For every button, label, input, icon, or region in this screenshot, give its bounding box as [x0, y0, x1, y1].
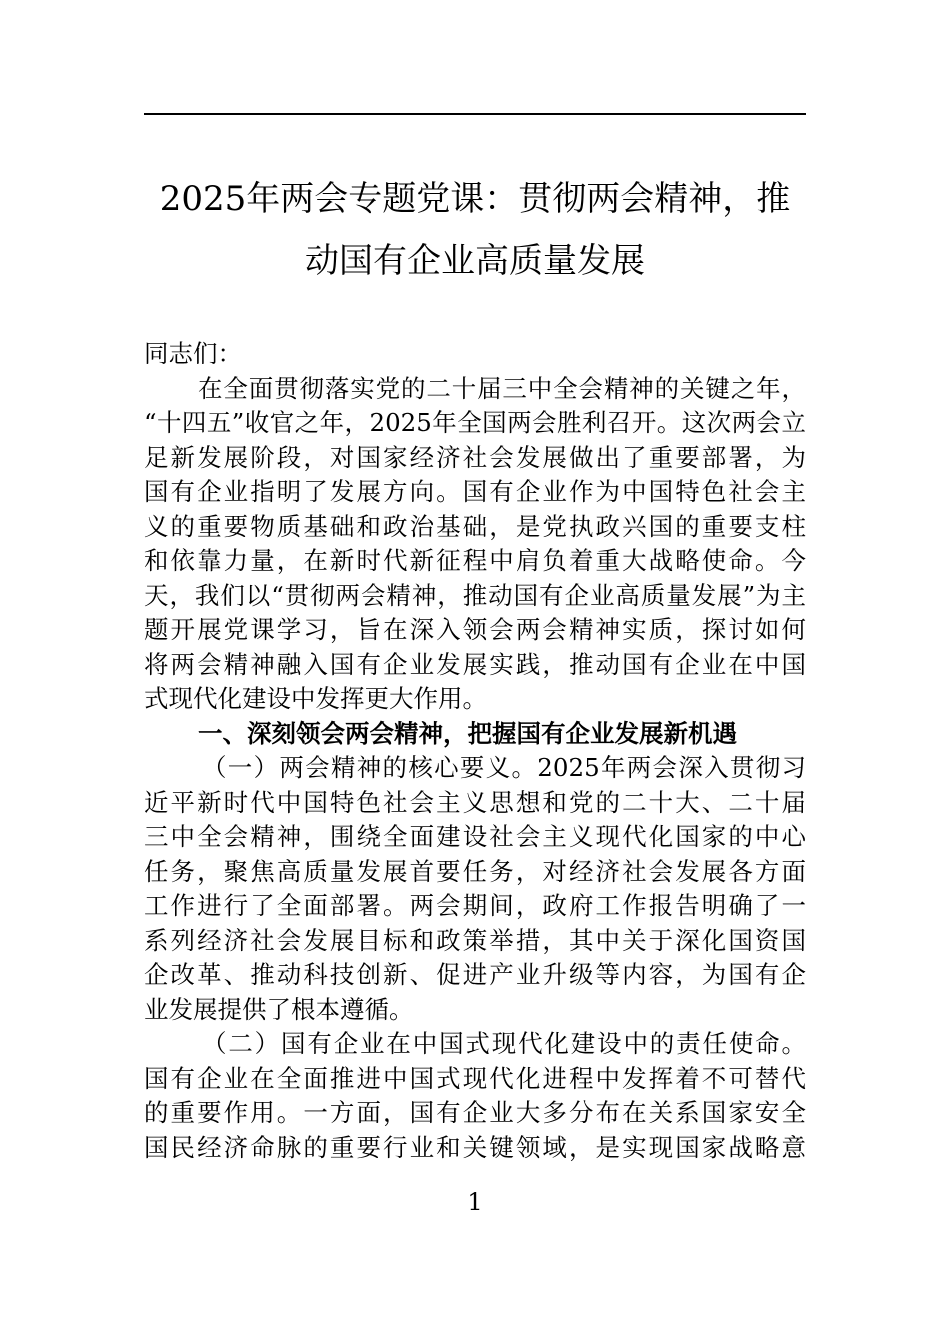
section-2-paragraph	[144, 1027, 806, 1165]
paragraph-line: 国民经济命脉的重要行业和关键领域，是实现国家战略意	[144, 1132, 806, 1162]
paragraph-line: （一）两会精神的核心要义。2025年两会深入贯彻习	[202, 753, 806, 782]
paragraph-line: 将两会精神融入国有企业发展实践，推动国有企业在中国	[144, 649, 806, 679]
paragraph-line: （二）国有企业在中国式现代化建设中的责任使命。	[202, 1029, 806, 1058]
title-line-1: 2025年两会专题党课：贯彻两会精神，推	[159, 179, 791, 219]
paragraph-line: 国有企业在全面推进中国式现代化进程中发挥着不可替代	[144, 1063, 806, 1093]
paragraph-line: 的重要作用。一方面，国有企业大多分布在关系国家安全	[144, 1098, 806, 1127]
paragraph-line: 义的重要物质基础和政治基础，是党执政兴国的重要支柱	[144, 511, 806, 541]
title-line-2: 动国有企业高质量发展	[305, 241, 645, 281]
document-body	[144, 337, 806, 1165]
intro-paragraph	[144, 372, 806, 717]
paragraph-line: 三中全会精神，围绕全面建设社会主义现代化国家的中心	[144, 822, 806, 851]
salutation: 同志们：	[144, 339, 242, 368]
paragraph-line: 天，我们以“贯彻两会精神，推动国有企业高质量发展”为主	[144, 580, 806, 610]
section-1-paragraph	[144, 751, 806, 1027]
paragraph-line: 工作进行了全面部署。两会期间，政府工作报告明确了一	[144, 891, 806, 920]
paragraph-line: 足新发展阶段，对国家经济社会发展做出了重要部署，为	[144, 442, 806, 472]
paragraph-line: 近平新时代中国特色社会主义思想和党的二十大、二十届	[144, 787, 806, 817]
paragraph-line: 业发展提供了根本遵循。	[144, 994, 414, 1024]
header-rule	[144, 113, 806, 115]
paragraph-line: 题开展党课学习，旨在深入领会两会精神实质，探讨如何	[144, 615, 806, 644]
paragraph-line: 任务，聚焦高质量发展首要任务，对经济社会发展各方面	[144, 856, 806, 886]
paragraph-line: 式现代化建设中发挥更大作用。	[144, 684, 487, 713]
paragraph-line: 和依靠力量，在新时代新征程中肩负着重大战略使命。今	[144, 546, 806, 575]
document-title	[144, 168, 806, 292]
paragraph-line: 系列经济社会发展目标和政策举措，其中关于深化国资国	[144, 925, 806, 955]
section-heading-1: 一、深刻领会两会精神，把握国有企业发展新机遇	[198, 718, 737, 748]
paragraph-line: 国有企业指明了发展方向。国有企业作为中国特色社会主	[144, 477, 806, 506]
paragraph-line: 企改革、推动科技创新、促进产业升级等内容，为国有企	[144, 960, 806, 989]
paragraph-line: 在全面贯彻落实党的二十届三中全会精神的关键之年，	[198, 373, 806, 403]
paragraph-line: “十四五”收官之年，2025年全国两会胜利召开。这次两会立	[144, 408, 806, 437]
page-number: 1	[467, 1188, 483, 1216]
